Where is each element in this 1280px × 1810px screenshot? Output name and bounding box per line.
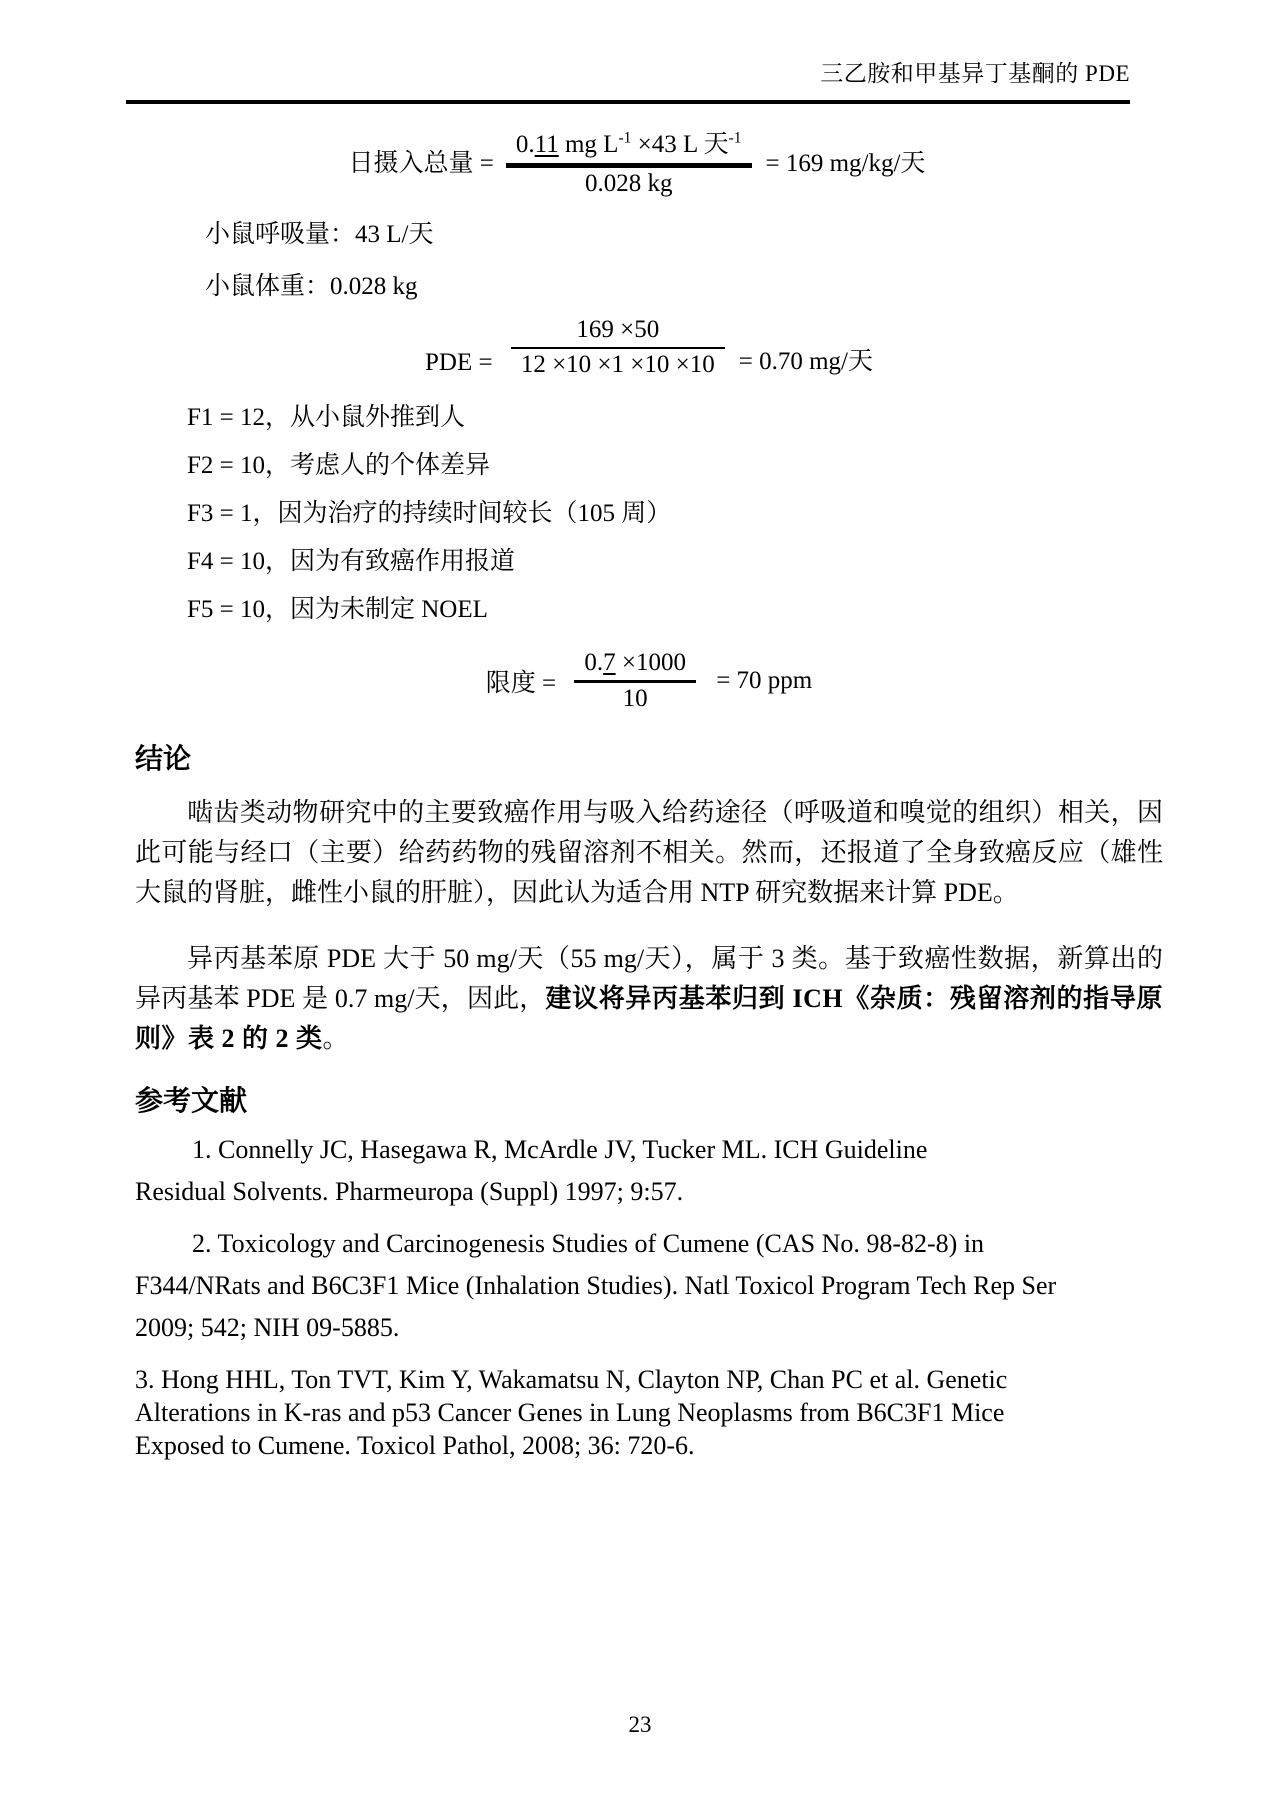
reference-line: 1. Connelly JC, Hasegawa R, McArdle JV, Tucker ML. ICH Guideline [192,1135,928,1164]
conclusion-paragraph-2 [135,939,1163,1059]
pde-lhs: PDE = [425,349,499,376]
page-footer [0,1712,1280,1738]
numerator-text: mg L [558,131,619,158]
numerator-underlined-value: 7 [603,649,616,676]
page-number: 23 [628,1712,652,1737]
daily-intake-formula [135,124,1163,198]
daily-intake-fraction [506,124,752,198]
daily-intake-lhs: 日摄入总量 = [348,150,494,177]
reference-line: 3. Hong HHL, Ton TVT, Kim Y, Wakamatsu N, Clayton NP, Chan PC et al. Genetic [135,1365,1008,1394]
limit-formula [135,649,1163,713]
limit-lhs: 限度 = [485,670,563,697]
page-content [0,124,1280,1462]
numerator-text: 0. [584,649,604,676]
factor-line-f1: F1 = 12，从小鼠外推到人 [187,404,466,431]
factor-line-f4: F4 = 10，因为有致癌作用报道 [187,548,516,575]
pde-result: = 0.70 mg/天 [738,348,873,375]
header-rule [126,100,1130,104]
reference-item-2 [135,1223,1163,1349]
factor-line-f5: F5 = 10，因为未制定 NOEL [187,596,488,623]
page-header [0,0,1280,104]
reference-line: 2009; 542; NIH 09-5885. [135,1313,400,1342]
running-head: 三乙胺和甲基异丁基酮的 PDE [820,61,1130,86]
limit-fraction [574,649,696,713]
fraction-numerator [574,649,696,683]
factor-line-f3: F3 = 1，因为治疗的持续时间较长（105 周） [187,500,672,527]
daily-intake-formula-inner [349,124,926,198]
pde-formula-inner [425,316,873,379]
numerator-exponent: -1 [618,129,632,147]
numerator-text: ×43 L 天 [631,131,729,158]
modifying-factors [135,405,1163,623]
daily-intake-result: = 169 mg/kg/天 [765,150,926,177]
reference-line: Alterations in K-ras and p53 Cancer Genes in Lung Neoplasms from B6C3F1 Mice [135,1398,1005,1427]
numerator-underlined-value: 11 [534,131,559,158]
reference-line: 2. Toxicology and Carcinogenesis Studies of Cumene (CAS No. 98-82-8) in [192,1229,985,1258]
mouse-weight-line: 小鼠体重：0.028 kg [205,273,418,300]
pde-formula [135,316,1163,379]
pde-fraction [511,316,725,379]
numerator-text: ×1000 [615,649,686,676]
fraction-numerator: 169 ×50 [511,316,725,349]
factor-line-f2: F2 = 10，考虑人的个体差异 [187,452,491,479]
fraction-numerator [506,124,752,168]
reference-line: Residual Solvents. Pharmeuropa (Suppl) 1997; 9:57. [135,1177,684,1206]
limit-result: = 70 ppm [709,667,813,694]
fraction-denominator: 12 ×10 ×1 ×10 ×10 [520,351,715,378]
conclusion-heading: 结论 [135,744,192,775]
references-heading: 参考文献 [135,1086,248,1117]
numerator-exponent: -1 [728,129,742,147]
conclusion-paragraph-2-period: 。 [322,1024,349,1053]
limit-formula-inner [486,649,813,713]
conclusion-paragraph-2-text: 异丙基苯原 PDE 大于 50 mg/天（55 mg/天），属于 3 类。基于致癌性数据，新算出的异丙基苯 PDE 是 0.7 mg/天，因此， [135,944,1163,1013]
fraction-denominator: 10 [622,685,648,712]
reference-line: Exposed to Cumene. Toxicol Pathol, 2008; 36: 720-6. [135,1431,695,1460]
reference-item-1 [135,1129,1163,1213]
mouse-respiration-line: 小鼠呼吸量：43 L/天 [205,221,434,248]
reference-item-3 [135,1363,1163,1462]
reference-line: F344/NRats and B6C3F1 Mice (Inhalation Studies). Natl Toxicol Program Tech Rep Ser [135,1271,1057,1300]
numerator-text: 0. [515,131,535,158]
fraction-denominator: 0.028 kg [584,170,673,197]
conclusion-paragraph-1: 啮齿类动物研究中的主要致癌作用与吸入给药途径（呼吸道和嗅觉的组织）相关，因此可能与经口（主要）给药药物的残留溶剂不相关。然而，还报道了全身致癌反应（雄性大鼠的肾脏，雌性小鼠的肝脏），因此认为适合用 NTP 研究数据来计算 PDE。 [135,798,1163,907]
conclusion-recommendation-bold: 建议将异丙基苯归到 ICH《杂质：残留溶剂的指导原则》表 2 的 2 类 [135,984,1163,1053]
